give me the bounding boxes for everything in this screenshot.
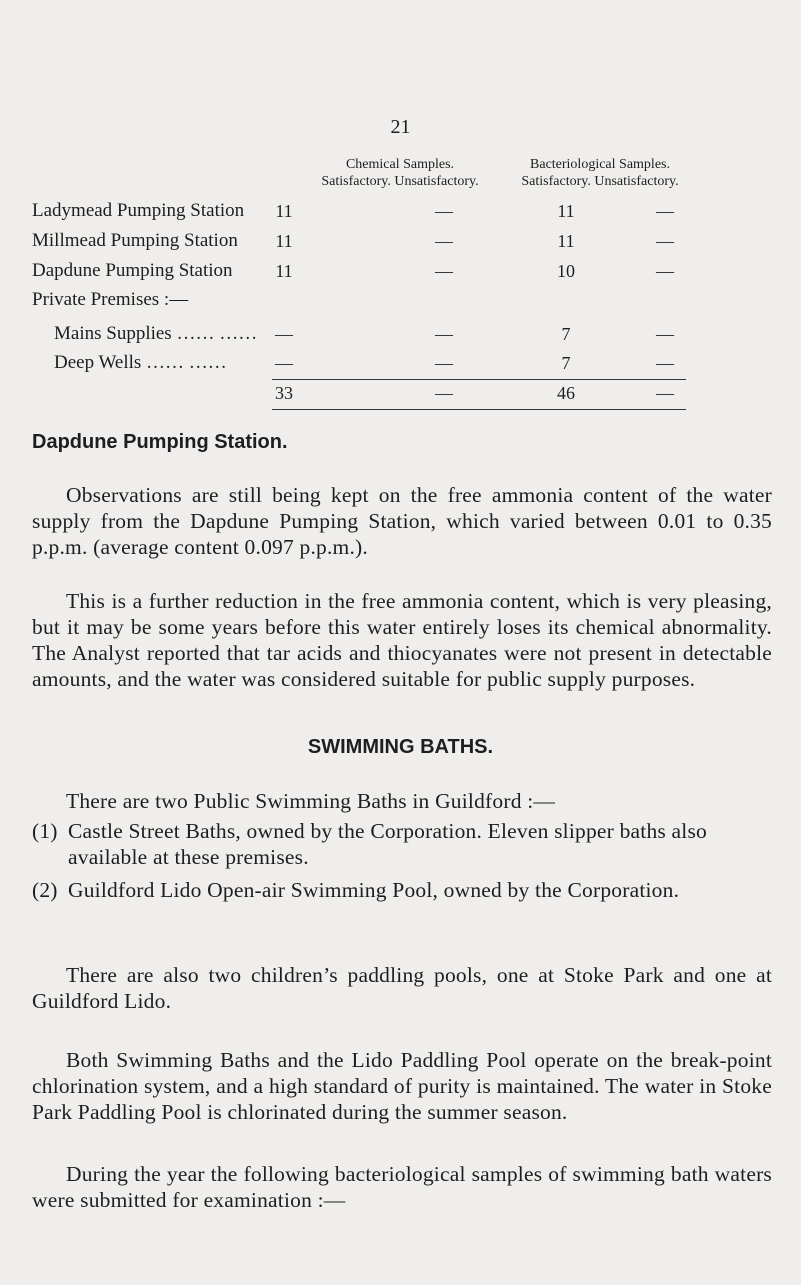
table-cell: 11 — [275, 231, 293, 251]
paragraph-text: There are two Public Swimming Baths in Guildford :— — [66, 789, 556, 813]
table-cell: 11 — [557, 201, 575, 221]
total-cell: 46 — [557, 383, 575, 403]
table-cell: — — [275, 353, 293, 373]
table-cell: — — [435, 231, 453, 251]
list-text: Castle Street Baths, owned by the Corporation. Eleven slipper baths also available at these premises. — [68, 819, 707, 869]
table-cell: — — [656, 353, 674, 373]
swimming-heading: SWIMMING BATHS. — [307, 736, 494, 758]
table-cell: — — [435, 353, 453, 373]
table-cell: — — [656, 231, 674, 251]
table-cell: — — [656, 201, 674, 221]
table-cell: 7 — [561, 324, 571, 344]
paragraph-chlorination — [32, 1047, 772, 1125]
list-number: (1) — [32, 819, 58, 843]
paragraph-text: This is a further reduction in the free ammonia content, which is very pleasing, but it may be some years before this water entirely loses its chemical abnormality. The Analyst reported that tar acids and thiocyanates were not present in detectable amounts, and the water was considered suitable for public supply purposes. — [32, 589, 772, 691]
paragraph-text: Both Swimming Baths and the Lido Paddling Pool operate on the break-point chlorination system, and a high standard of purity is maintained. The water in Stoke Park Paddling Pool is chlorinated during the summer season. — [32, 1048, 772, 1124]
chemical-header-title: Chemical Samples. — [345, 157, 455, 172]
bacterio-header-subtitle: Satisfactory. Unsatisfactory. — [521, 174, 679, 189]
paragraph-text: There are also two children’s paddling pools, one at Stoke Park and one at Guildford Lido. — [32, 963, 772, 1013]
chemical-samples-header — [300, 156, 500, 190]
table-cell: 7 — [561, 353, 571, 373]
chemical-header-subtitle: Satisfactory. Unsatisfactory. — [321, 174, 479, 189]
paragraph-samples — [32, 1161, 772, 1213]
paragraph-two-baths — [32, 788, 772, 814]
table-row-label: Millmead Pumping Station — [32, 230, 238, 251]
page-number: 21 — [390, 116, 411, 138]
table-cell: — — [656, 324, 674, 344]
bacterio-header-title: Bacteriological Samples. — [530, 157, 670, 172]
table-cell: 11 — [557, 231, 575, 251]
table-cell: — — [656, 261, 674, 281]
table-cell: 10 — [557, 261, 575, 281]
total-cell: — — [435, 383, 453, 403]
list-item — [32, 877, 772, 903]
table-cell: — — [275, 324, 293, 344]
table-row-label: Private Premises :— — [32, 289, 189, 310]
totals-rule-bottom — [272, 409, 686, 410]
table-cell: — — [435, 201, 453, 221]
totals-rule-top — [272, 379, 686, 380]
table-row-label: Ladymead Pumping Station — [32, 200, 245, 221]
list-number: (2) — [32, 878, 58, 902]
total-cell: — — [656, 383, 674, 403]
total-cell: 33 — [275, 383, 293, 403]
list-text: Guildford Lido Open-air Swimming Pool, owned by the Corporation. — [68, 878, 680, 902]
table-row-label: Deep Wells …… …… — [54, 352, 227, 373]
bacteriological-samples-header — [500, 156, 700, 190]
paragraph-ammonia — [32, 482, 772, 560]
list-item — [32, 818, 772, 870]
table-cell: — — [435, 324, 453, 344]
table-cell: 11 — [275, 261, 293, 281]
table-cell: 11 — [275, 201, 293, 221]
table-cell: — — [435, 261, 453, 281]
table-row-label: Dapdune Pumping Station — [32, 260, 233, 281]
paragraph-paddling-pools — [32, 962, 772, 1014]
paragraph-text: Observations are still being kept on the free ammonia content of the water supply from the Dapdune Pumping Station, which varied between 0.01 to 0.35 p.p.m. (average content 0.097 p.p.m.). — [32, 483, 772, 559]
paragraph-reduction — [32, 588, 772, 692]
paragraph-text: During the year the following bacteriological samples of swimming bath waters were submitted for examination :— — [32, 1162, 772, 1212]
dapdune-heading: Dapdune Pumping Station. — [32, 431, 288, 453]
table-row-label: Mains Supplies …… …… — [54, 323, 258, 344]
